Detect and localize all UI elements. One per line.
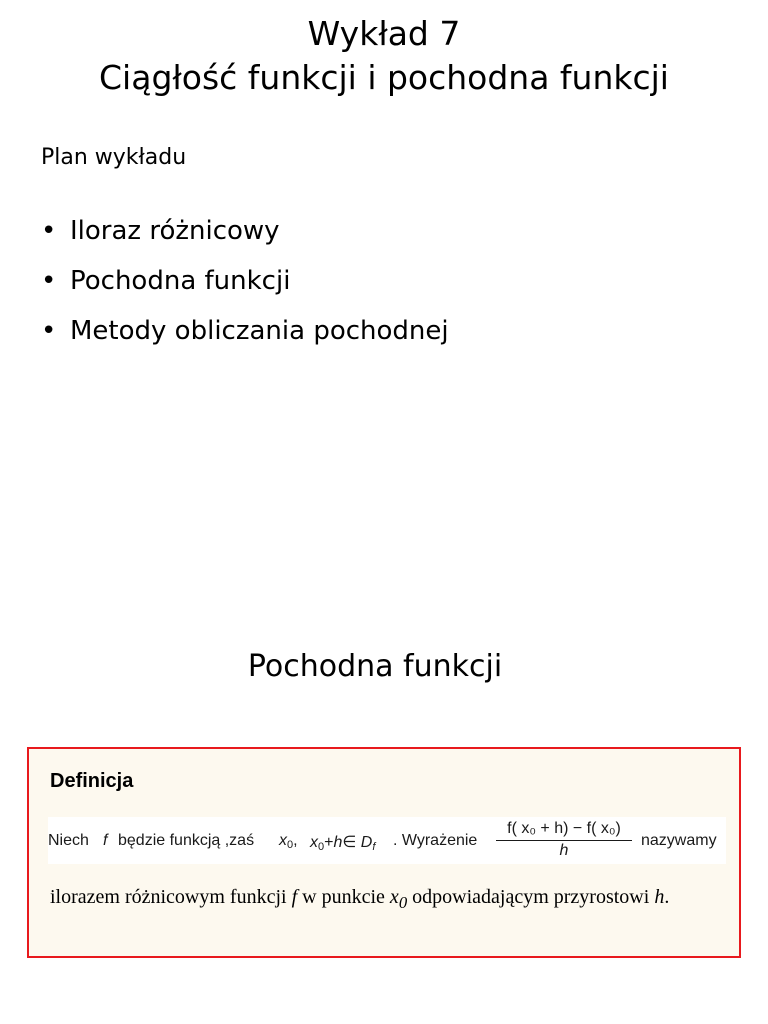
definition-text: ilorazem różnicowym funkcji f w punkcie $x_0$ odpowiadającym przyrostowi h. xyxy=(50,886,670,912)
formula-text-nazywamy: nazywamy xyxy=(641,832,717,849)
definition-box xyxy=(27,747,741,958)
definition-formula-line xyxy=(48,817,726,864)
formula-x0-plus-h-in-domain: $x_0+h\in$ $D_f$ xyxy=(310,834,376,853)
formula-text-niech: Niech xyxy=(48,832,89,849)
formula-var-f: f xyxy=(103,832,108,849)
bullet-item: • Metody obliczania pochodnej xyxy=(41,306,449,356)
title-line-1: Wykład 7 xyxy=(307,14,461,53)
title-line-2: Ciągłość funkcji i pochodna funkcji xyxy=(99,58,669,97)
plan-bullet-list xyxy=(41,206,449,356)
fraction-denominator: h xyxy=(559,842,569,859)
difference-quotient-fraction xyxy=(496,819,632,861)
formula-text-wyrazenie: . Wyrażenie xyxy=(393,832,478,849)
formula-text-bedzie: będzie funkcją ,zaś xyxy=(118,832,255,849)
bullet-item: • Pochodna funkcji xyxy=(41,256,449,306)
slide-title xyxy=(0,12,768,100)
fraction-numerator: f( x₀ + h) − f( x₀) xyxy=(496,819,632,841)
section-title: Pochodna funkcji xyxy=(247,649,503,684)
definition-heading: Definicja xyxy=(50,770,134,792)
formula-var-x0: $x_0$, xyxy=(279,832,298,851)
plan-heading: Plan wykładu xyxy=(41,145,187,170)
bullet-item: • Iloraz różnicowy xyxy=(41,206,449,256)
